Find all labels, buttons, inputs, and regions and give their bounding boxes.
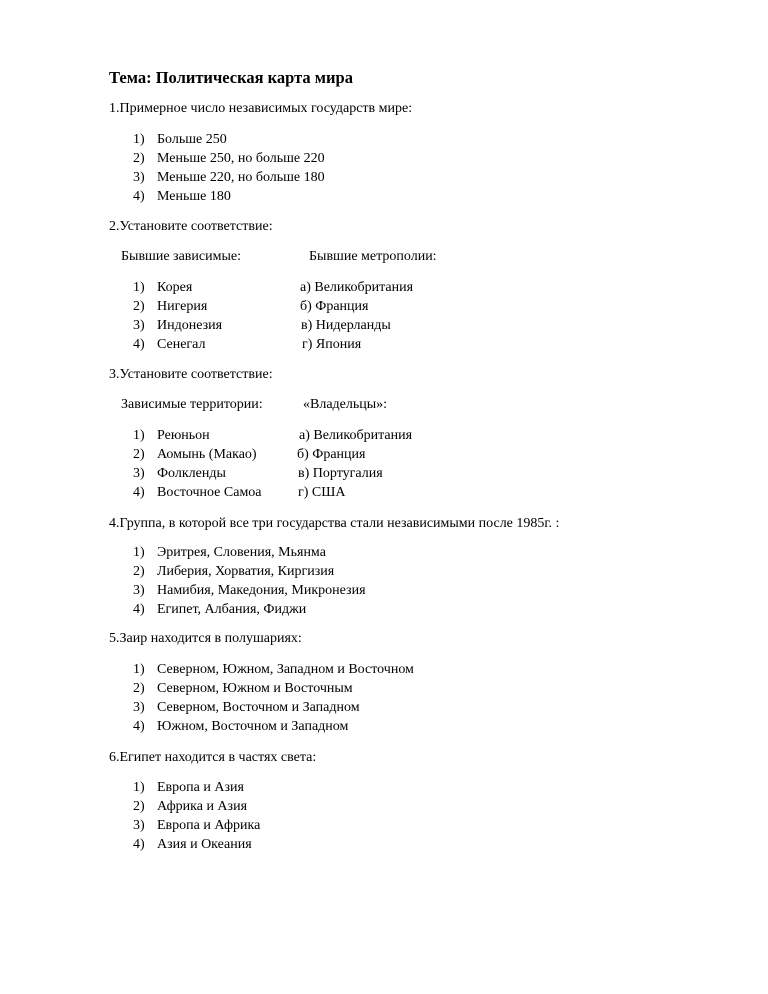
left-column-header: Зависимые территории: [121, 397, 263, 412]
question-5-text: 5.Заир находится в полушариях: [109, 631, 302, 646]
option-text: Южном, Восточном и Западном [157, 719, 349, 734]
match-option: в) Португалия [298, 466, 383, 481]
right-column-header: «Владельцы»: [303, 397, 388, 412]
item-number: 4) [133, 837, 145, 852]
option-text: Восточное Самоа [157, 485, 262, 500]
option-text: Корея [157, 280, 193, 295]
item-number: 2) [133, 447, 145, 462]
match-option: г) Япония [302, 337, 362, 352]
item-number: 2) [133, 564, 145, 579]
item-number: 4) [133, 719, 145, 734]
option-text: Меньше 180 [157, 189, 231, 204]
item-number: 1) [133, 280, 145, 295]
question-4-text: 4.Группа, в которой все три государства стали независимыми после 1985г. : [109, 516, 560, 531]
item-number: 1) [133, 662, 145, 677]
option-text: Меньше 250, но больше 220 [157, 151, 325, 166]
match-option: б) Франция [300, 299, 369, 314]
question-3-text: 3.Установите соответствие: [109, 367, 273, 382]
item-number: 2) [133, 799, 145, 814]
match-option: б) Франция [297, 447, 366, 462]
option-text: Фолкленды [157, 466, 226, 481]
match-option: г) США [298, 485, 346, 500]
item-number: 1) [133, 780, 145, 795]
item-number: 1) [133, 545, 145, 560]
option-text: Эритрея, Словения, Мьянма [157, 545, 326, 560]
option-text: Реюньон [157, 428, 210, 443]
question-6-text: 6.Египет находится в частях света: [109, 750, 317, 765]
page-title: Тема: Политическая карта мира [109, 68, 353, 87]
item-number: 4) [133, 485, 145, 500]
item-number: 3) [133, 170, 145, 185]
option-text: Аомынь (Макао) [157, 447, 257, 462]
question-1-text: 1.Примерное число независимых государств мире: [109, 101, 413, 116]
option-text: Азия и Океания [157, 837, 252, 852]
option-text: Северном, Восточном и Западном [157, 700, 360, 715]
question-2-text: 2.Установите соответствие: [109, 219, 273, 234]
option-text: Египет, Албания, Фиджи [157, 602, 307, 617]
match-option: а) Великобритания [300, 280, 414, 295]
item-number: 3) [133, 818, 145, 833]
left-column-header: Бывшие зависимые: [121, 249, 241, 264]
item-number: 1) [133, 132, 145, 147]
item-number: 4) [133, 189, 145, 204]
item-number: 3) [133, 583, 145, 598]
item-number: 4) [133, 602, 145, 617]
match-option: а) Великобритания [299, 428, 413, 443]
option-text: Сенегал [157, 337, 206, 352]
item-number: 2) [133, 681, 145, 696]
option-text: Индонезия [157, 318, 223, 333]
option-text: Северном, Южном, Западном и Восточном [157, 662, 414, 677]
option-text: Нигерия [157, 299, 208, 314]
item-number: 2) [133, 151, 145, 166]
option-text: Намибия, Македония, Микронезия [157, 583, 366, 598]
option-text: Африка и Азия [157, 799, 248, 814]
right-column-header: Бывшие метрополии: [309, 249, 437, 264]
option-text: Меньше 220, но больше 180 [157, 170, 325, 185]
item-number: 2) [133, 299, 145, 314]
item-number: 3) [133, 466, 145, 481]
match-option: в) Нидерланды [301, 318, 391, 333]
item-number: 3) [133, 700, 145, 715]
option-text: Северном, Южном и Восточным [157, 681, 353, 696]
option-text: Больше 250 [157, 132, 227, 147]
item-number: 1) [133, 428, 145, 443]
item-number: 4) [133, 337, 145, 352]
option-text: Либерия, Хорватия, Киргизия [157, 564, 335, 579]
option-text: Европа и Африка [157, 818, 261, 833]
option-text: Европа и Азия [157, 780, 244, 795]
item-number: 3) [133, 318, 145, 333]
